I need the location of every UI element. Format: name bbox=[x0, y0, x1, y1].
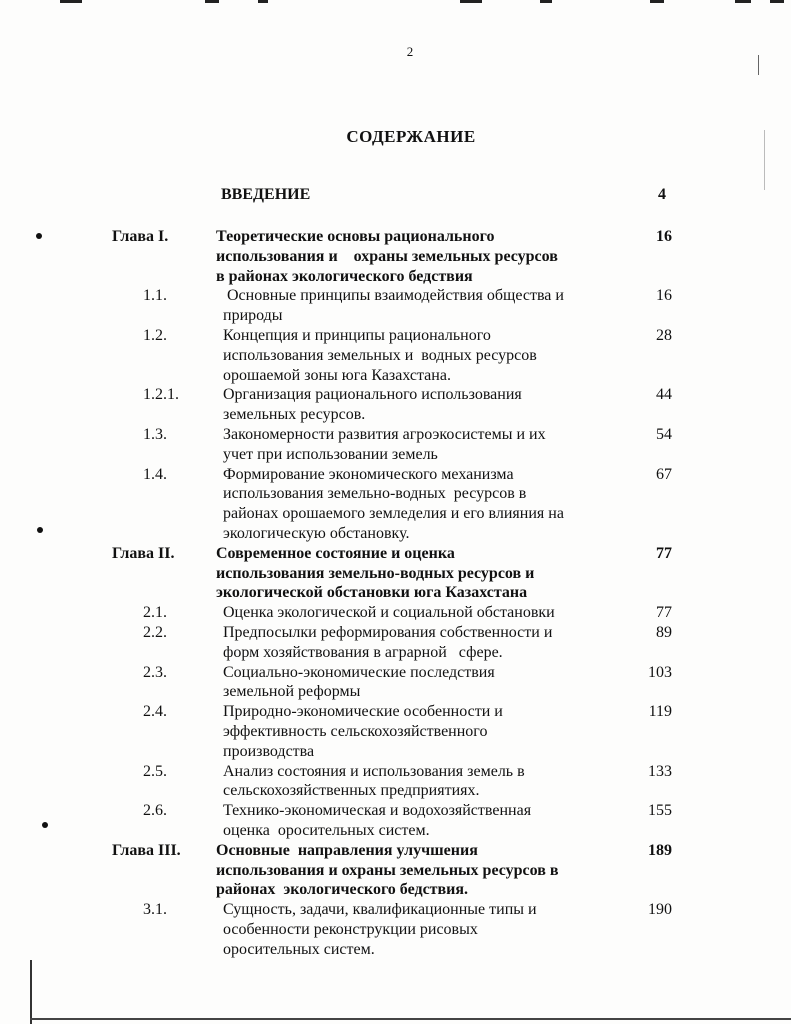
toc-entry-title bbox=[223, 762, 623, 802]
toc-entry-title-line: использования земельных и водных ресурсов bbox=[223, 346, 537, 364]
toc-entry-title-line: природы bbox=[223, 307, 283, 325]
toc-entry-title bbox=[223, 623, 623, 663]
toc-entry-page: 77 bbox=[656, 544, 672, 562]
toc-entry-title-line: Оценка экологической и социальной обстановки bbox=[223, 604, 555, 622]
toc-entry-title bbox=[223, 286, 623, 326]
toc-entry-title bbox=[216, 841, 616, 900]
toc-entry-page: 28 bbox=[656, 326, 672, 344]
toc-entry-title-line: Сущность, задачи, квалификационные типы и bbox=[223, 901, 537, 919]
toc-entry-number: Глава I. bbox=[112, 228, 169, 245]
toc-entry-number: 1.4. bbox=[143, 465, 167, 483]
toc-section-entry bbox=[0, 603, 791, 623]
toc-entry-title-line: Формирование экономического механизма bbox=[223, 465, 514, 483]
toc-section-entry bbox=[0, 762, 791, 802]
toc-entry-title-line: Основные направления улучшения bbox=[216, 841, 478, 859]
toc-entry-title-line: Закономерности развития агроэкосистемы и их bbox=[223, 425, 546, 443]
toc-intro-page: 4 bbox=[658, 186, 666, 203]
toc-entry-title bbox=[223, 801, 623, 841]
toc-entry-number: 2.5. bbox=[143, 762, 167, 780]
toc-entry-title-line: Предпосылки реформирования собственности и bbox=[223, 623, 553, 641]
toc-section-entry bbox=[0, 900, 791, 959]
toc-entry-title bbox=[223, 465, 623, 544]
toc-chapter-entry bbox=[0, 227, 791, 286]
toc-entry-number: Глава II. bbox=[112, 544, 175, 562]
toc-entry-page: 67 bbox=[656, 465, 672, 483]
toc-entry-page: 16 bbox=[656, 287, 672, 305]
toc-entry-page: 155 bbox=[648, 802, 672, 820]
toc-section-entry bbox=[0, 326, 791, 385]
toc-entry-title-line: Концепция и принципы рационального bbox=[223, 326, 491, 344]
toc-entry-title-line: Современное состояние и оценка bbox=[216, 544, 455, 562]
toc-entry-title-line: особенности реконструкции рисовых bbox=[223, 920, 478, 938]
toc-entry-title bbox=[216, 544, 616, 603]
toc-entry-title-line: орошаемой зоны юга Казахстана. bbox=[223, 366, 451, 384]
toc-section-entry bbox=[0, 702, 791, 761]
toc-section-entry bbox=[0, 663, 791, 703]
toc-entry-title bbox=[223, 663, 623, 703]
toc-entry-title-line: использования земельно-водных ресурсов и bbox=[216, 564, 535, 582]
toc-entry-title-line: форм хозяйствования в аграрной сфере. bbox=[223, 643, 503, 661]
table-of-contents bbox=[0, 227, 791, 959]
toc-entry-title-line: земельной реформы bbox=[223, 683, 361, 701]
toc-entry-title-line: производства bbox=[223, 742, 315, 760]
toc-entry-number: 1.2.1. bbox=[143, 386, 179, 404]
toc-entry-title-line: Теоретические основы рационального bbox=[216, 228, 495, 245]
toc-entry-title-line: оросительных систем. bbox=[223, 940, 375, 958]
toc-entry-title bbox=[223, 900, 623, 959]
toc-entry-title-line: Природно-экономические особенности и bbox=[223, 703, 503, 721]
toc-section-entry bbox=[0, 623, 791, 663]
toc-entry-title-line: использования земельно-водных ресурсов в bbox=[223, 485, 527, 503]
toc-entry-title bbox=[223, 702, 623, 761]
page-number: 2 bbox=[406, 44, 414, 59]
toc-entry-title-line: учет при использовании земель bbox=[223, 445, 438, 463]
toc-entry-number: 3.1. bbox=[143, 901, 167, 919]
toc-entry-title-line: экологической обстановки юга Казахстана bbox=[216, 584, 528, 602]
page-title: СОДЕРЖАНИЕ bbox=[346, 127, 476, 146]
toc-section-entry bbox=[0, 801, 791, 841]
toc-section-entry bbox=[0, 385, 791, 425]
toc-entry-page: 189 bbox=[648, 841, 672, 859]
toc-entry-page: 16 bbox=[656, 228, 672, 245]
toc-entry-title bbox=[223, 326, 623, 385]
scan-edge-left bbox=[30, 960, 32, 1024]
toc-entry-page: 133 bbox=[648, 762, 672, 780]
toc-entry-page: 119 bbox=[648, 703, 672, 721]
toc-entry-page: 44 bbox=[656, 386, 672, 404]
toc-entry-title-line: земельных ресурсов. bbox=[223, 406, 366, 424]
toc-section-entry bbox=[0, 465, 791, 544]
toc-section-entry bbox=[0, 286, 791, 326]
toc-intro-label: ВВЕДЕНИЕ bbox=[221, 186, 311, 203]
toc-entry-title-line: Технико-экономическая и водохозяйственная bbox=[223, 802, 532, 820]
toc-entry-page: 89 bbox=[656, 623, 672, 641]
toc-entry-title-line: Основные принципы взаимодействия общества и bbox=[223, 287, 564, 305]
toc-entry-title-line: оценка оросительных систем. bbox=[223, 821, 430, 839]
toc-entry-title-line: экологическую обстановку. bbox=[223, 524, 410, 542]
scan-edge-bottom bbox=[30, 1018, 791, 1020]
toc-entry-number: 1.3. bbox=[143, 425, 167, 443]
toc-entry-number: 2.1. bbox=[143, 604, 167, 622]
toc-entry-page: 77 bbox=[656, 604, 672, 622]
toc-entry-title-line: использования и охраны земельных ресурсов в bbox=[216, 861, 559, 879]
toc-entry-number: Глава III. bbox=[112, 841, 181, 859]
toc-entry-number: 1.2. bbox=[143, 326, 167, 344]
toc-entry-title-line: районах орошаемого земледелия и его влияния на bbox=[223, 505, 564, 523]
toc-entry-title-line: в районах экологического бедствия bbox=[216, 267, 473, 285]
toc-entry-title-line: Организация рационального использования bbox=[223, 386, 522, 404]
toc-entry-page: 190 bbox=[648, 901, 672, 919]
toc-entry-title-line: использования и охраны земельных ресурсов bbox=[216, 247, 558, 265]
scan-top-artifacts bbox=[0, 0, 791, 4]
toc-entry-title-line: районах экологического бедствия. bbox=[216, 881, 469, 899]
toc-entry-page: 103 bbox=[648, 663, 672, 681]
toc-entry-number: 2.3. bbox=[143, 663, 167, 681]
toc-entry-title-line: Анализ состояния и использования земель в bbox=[223, 762, 525, 780]
toc-entry-title-line: эффективность сельскохозяйственного bbox=[223, 722, 488, 740]
toc-entry-number: 2.4. bbox=[143, 703, 167, 721]
toc-entry-title bbox=[223, 425, 623, 465]
toc-entry-title-line: сельскохозяйственных предприятиях. bbox=[223, 782, 480, 800]
toc-entry-title-line: Социально-экономические последствия bbox=[223, 663, 495, 681]
toc-section-entry bbox=[0, 425, 791, 465]
toc-entry-title bbox=[223, 385, 623, 425]
toc-entry-number: 2.6. bbox=[143, 802, 167, 820]
toc-chapter-entry bbox=[0, 841, 791, 900]
toc-entry-title bbox=[216, 227, 616, 286]
toc-chapter-entry bbox=[0, 544, 791, 603]
toc-entry-number: 1.1. bbox=[143, 287, 167, 305]
toc-entry-page: 54 bbox=[656, 425, 672, 443]
toc-entry-number: 2.2. bbox=[143, 623, 167, 641]
toc-entry-title bbox=[223, 603, 623, 623]
